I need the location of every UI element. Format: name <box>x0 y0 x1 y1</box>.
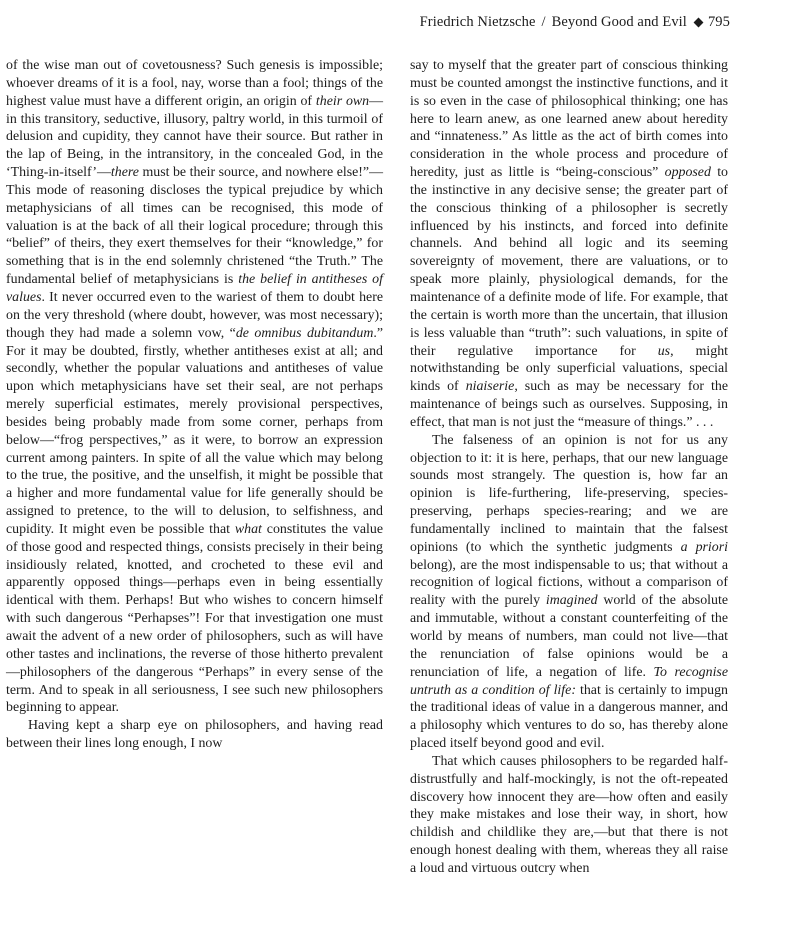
paragraph <box>410 432 728 753</box>
italic-run: imagined <box>545 593 598 609</box>
paragraph <box>6 57 383 717</box>
italic-run: niaiserie <box>465 379 515 395</box>
text-run: . It never occurred even to the wariest of them to doubt here on the very threshold (where doubt, however, was most necessary); though they had made a solemn vow, “ <box>6 289 383 341</box>
text-run: of the wise man out of covetousness? Such genesis is impossible; whoever dreams of it is a fool, nay, worse than a fool; things of the highest value must have a different origin, an origin of <box>6 58 383 109</box>
text-run: world of the absolute and immutable, without a constant counterfeiting of the world by means of numbers, man could not live—that the renunciation of false opinions would be a renunciation of life, a negation of life. <box>410 593 728 680</box>
text-run: that is certainly to impugn the traditional ideas of value in a dangerous manner, and a philosophy which ventures to do so, has thereby alone placed itself beyond good and evil. <box>410 682 728 752</box>
paragraph <box>410 57 728 432</box>
diamond-ornament-icon <box>693 17 703 27</box>
right-column <box>410 57 728 878</box>
header-separator: / <box>541 14 546 30</box>
italic-run: a priori <box>680 539 729 555</box>
italic-run: opposed <box>664 165 711 181</box>
paragraph: Having kept a sharp eye on philosophers, and having read between their lines long enough, I now <box>6 718 383 752</box>
italic-run: what <box>234 521 262 537</box>
page-number: 795 <box>707 14 730 30</box>
italic-run: their own <box>315 93 370 109</box>
left-column <box>6 57 383 753</box>
text-run: , such as may be necessary for the maintenance of beings such as ourselves. Supposing, in effect, that man is not just the “measure of things.” . . . <box>410 379 729 430</box>
italic-run: there <box>110 165 139 181</box>
italic-run: de omnibus dubitandum <box>235 325 374 341</box>
text-run: —in this transitory, seductive, illusory, paltry world, in this turmoil of delusion and cupidity, they cannot have their source. But rather in the lap of Being, in the intransitory, in the concealed God, in the ‘Thing-in-itself’— <box>6 93 383 181</box>
italic-run: the belief in antitheses of values <box>6 272 383 305</box>
text-run: to the instinctive in any decisive sense; the greater part of the conscious thinking of a philosopher is secretly influenced by his instincts, and forced into definite channels. And behind all logic and its seeming sovereignty of movement, there are valuations, or to speak more plainly, physiological demands, for the maintenance of a definite mode of life. For example, that the certain is worth more than the uncertain, that illusion is less valuable than “truth”: such valuations, in spite of their regulative importance for <box>410 165 729 359</box>
paragraph: That which causes philosophers to be regarded half-distrustfully and half-mockingly, is not the oft-repeated discovery how innocent they are—how often and easily they make mistakes and lose their way, in short, how childish and childlike they are,—but that there is not enough honest dealing with them, whereas they all raise a loud and virtuous outcry when <box>410 753 728 876</box>
text-run: The falseness of an opinion is not for us any objection to it: it is here, perhaps, that our new language sounds most strangely. The question is, how far an opinion is life-furthering, life-preserving, species-preserving, perhaps species-rearing; and we are fundamentally inclined to maintain that the falsest opinions (to which the synthetic judgments <box>410 432 728 555</box>
text-run: say to myself that the greater part of conscious thinking must be counted amongst the instinctive functions, and it is so even in the case of philosophical thinking; one has here to learn anew, as one learned anew about heredity and “innateness.” As little as the act of birth comes into consideration in the whole process and procedure of heredity, just as little is “being-conscious” <box>410 58 728 181</box>
text-run: must be their source, and nowhere else!”—This mode of reasoning discloses the typical prejudice by which metaphysicians of all times can be recognised, this mode of valuation is at the back of all their logical procedure; through this “belief” of theirs, they exert themselves for their “knowledge,” for something that is in the end solemnly christened “the Truth.” The fundamental belief of metaphysicians is <box>6 165 383 288</box>
text-run: constitutes the value of those good and respected things, consists precisely in their being insidiously related, knotted, and crocheted to these evil and apparently opposed things—perhaps even in being essentially identical with them. Perhaps! But who wishes to concern himself with such dangerous “Perhapses”! For that investigation one must await the advent of a new order of philosophers, such as will have other tastes and inclinations, the reverse of those hitherto prevalent—philosophers of the dangerous “Perhaps” in every sense of the term. And to speak in all seriousness, I see such new philosophers beginning to appear. <box>6 521 384 716</box>
italic-run: To recognise untruth as a condition of life: <box>410 664 729 698</box>
header-title: Beyond Good and Evil <box>551 14 687 30</box>
text-run: , might notwithstanding be only superficial valuations, special kinds of <box>410 343 728 395</box>
italic-run: us <box>657 343 671 359</box>
text-run: belong), are the most indispensable to us; that without a recognition of logical fictions, without a comparison of reality with the purely <box>410 557 728 609</box>
header-author: Friedrich Nietzsche <box>419 14 536 30</box>
text-run: .” For it may be doubted, firstly, whether antitheses exist at all; and secondly, whether the popular valuations and antitheses of value upon which metaphysicians have set their seal, are not perhaps merely superficial estimates, merely provisional perspectives, besides being probably made from some corner, perhaps from below—“frog perspectives,” as it were, to borrow an expression current among painters. In spite of all the value which may belong to the true, the positive, and the unselfish, it might be possible that a higher and more fundamental value for life generally should be assigned to pretence, to the will to delusion, to selfishness, and cupidity. It might even be possible that <box>6 325 383 537</box>
running-header <box>420 14 730 31</box>
